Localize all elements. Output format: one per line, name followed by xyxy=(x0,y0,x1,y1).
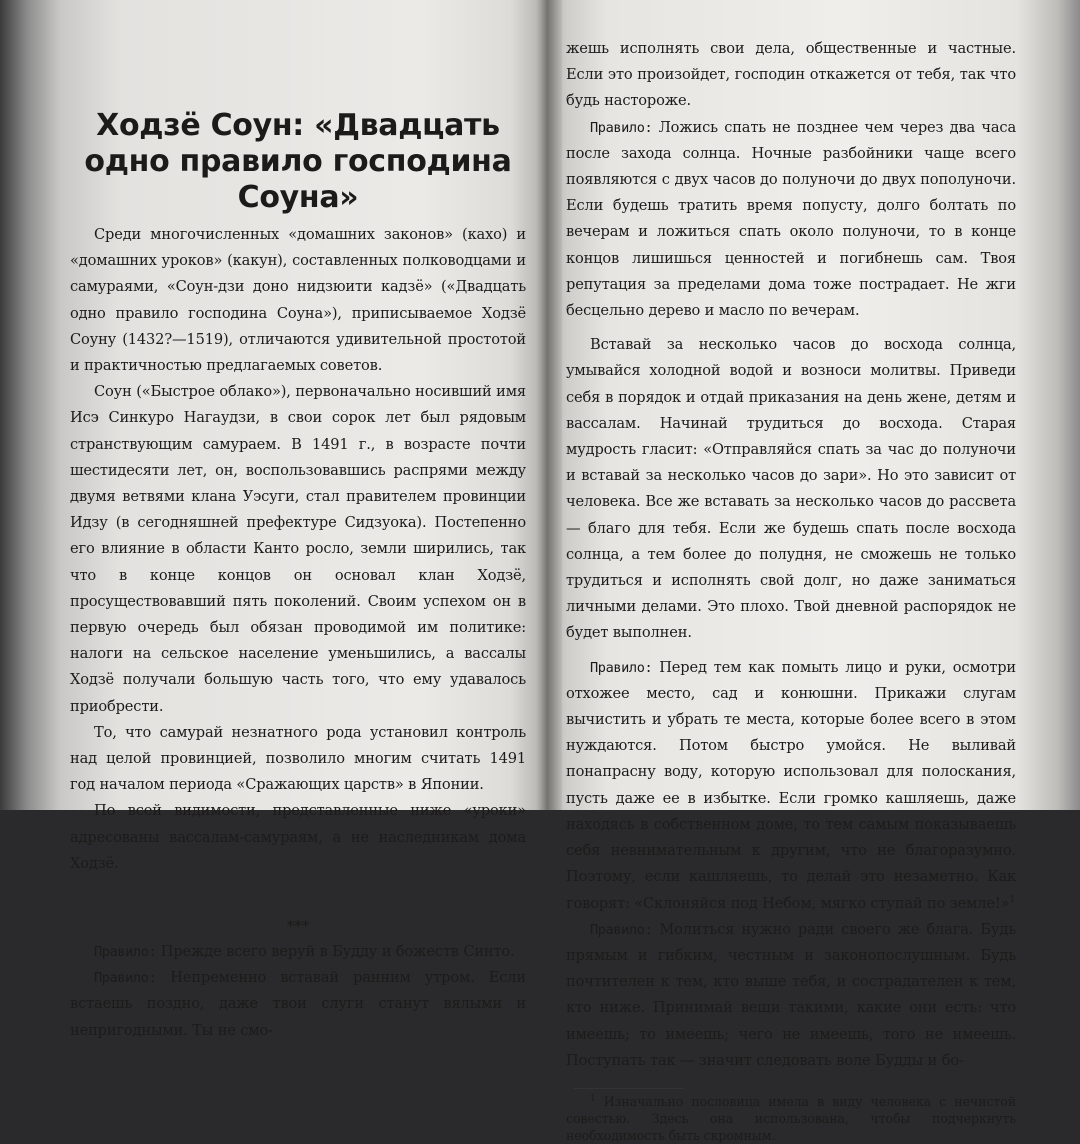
rule-wash xyxy=(566,655,1016,917)
right-page xyxy=(548,0,1080,1143)
rule-text: Ложись спать не позднее чем через два часа после захода солнца. Ночные разбойники чаще всего появляются с двух часов до полуночи до двух пополуночи. Если будешь тратить время попусту, долго болтать по вечерам и ложиться спать около полуночи, то в конце концов лишишься ценностей и погибнешь сам. Твоя репутация за пределами дома тоже пострадает. Не жги бесцельно дерево и масло по вечерам. xyxy=(566,118,1016,320)
rule-text: Перед тем как помыть лицо и руки, осмотри отхожее место, сад и конюшни. Прикажи слугам вычистить и убрать те места, которые более всего в этом нуждаются. Потом быстро умойся. Не выливай понапрасну воду, которую использовал для полоскания, пусть даже ее в избытке. Если громко кашляешь, даже находясь в собственном доме, то тем самым показываешь себя невнимательным к другим, что не благоразумно. Поэтому, если кашляешь, то делай это незаметно. Как говорят: «Склоняйся под Небом, мягко ступай по земле!» xyxy=(566,658,1016,912)
rule-label: Правило: xyxy=(590,659,653,676)
paragraph-rise: Вставай за несколько часов до восхода солнца, умывайся холодной водой и возноси молитвы. Приведи себя в порядок и отдай приказания на день жене, детям и вассалам. Начинай трудиться до восхода. Старая мудрость гласит: «Отправляйся спать за час до полуночи и вставай за несколько часов до зари». Но это зависит от человека. Все же вставать за несколько часов до рассвета — благо для тебя. Если же будешь спать после восхода солнца, а тем более до полудня, не сможешь не только трудиться и исполнять свой долг, но даже заниматься личными делами. Это плохо. Твой дневной распорядок не будет выполнен. xyxy=(566,336,1016,642)
left-page xyxy=(0,0,548,1039)
footnote xyxy=(566,1093,1016,1144)
footnote-number: 1 xyxy=(590,1093,596,1104)
paragraph-gap xyxy=(566,647,1016,655)
rule-text: Непременно вставай ранним утром. Если встаешь поздно, даже твои слуги станут вялыми и непригодными. Ты не смо- xyxy=(70,969,526,1039)
footnote-divider xyxy=(574,1088,684,1089)
rule-text: Прежде всего веруй в Будду и божеств Синто. xyxy=(156,943,515,961)
book-gutter-shadow xyxy=(536,0,562,810)
continued-paragraph: жешь исполнять свои дела, общественные и частные. Если это произойдет, господин откажется от тебя, так что будь настороже. xyxy=(566,40,1016,110)
intro-paragraph-2: Соун («Быстрое облако»), первоначально носивший имя Исэ Синкуро Нагаудзи, в свои сорок лет был рядовым странствующим самураем. В 1491 г., в возрасте почти шестидесяти лет, он, воспользовавшись распрями между двумя ветвями клана Уэсуги, стал правителем провинции Идзу (в сегодняшней префектуре Сидзуока). Постепенно его влияние в области Канто росло, земли ширились, так что в конце концов он основал клан Ходзё, просуществовавший пять поколений. Своим успехом он в первую очередь был обязан проводимой им политике: налоги на сельское население уменьшились, а вассалы Ходзё получали большую часть того, что ему удавалось приобрести. xyxy=(70,383,526,715)
section-separator: *** xyxy=(286,917,310,936)
intro-paragraph-3: То, что самурай незнатного рода установил контроль над целой провинцией, позволило многим считать 1491 год началом периода «Сражающих царств» в Японии. xyxy=(70,723,526,794)
rule-early-rise xyxy=(70,965,526,1044)
chapter-title: Ходзё Соун: «Двадцать одно правило господина Соуна» xyxy=(84,108,512,215)
intro-paragraph-4: По всей видимости, представленные ниже «уроки» адресованы вассалам-самураям, а не наследникам дома Ходзё. xyxy=(70,802,526,872)
rule-sleep xyxy=(566,115,1016,325)
rule-text: Молиться нужно ради своего же блага. Будь прямым и гибким, честным и законопослушным. Будь почтителен к тем, кто выше тебя, и сострадателен к тем, кто ниже. Принимай вещи такими, какие они есть: что имеешь; то имеешь; чего не имеешь, того не имеешь. Поступать так — значит следовать воле Будды и бо- xyxy=(566,920,1016,1069)
footnote-text: Изначально пословица имела в виду человека с нечистой совестью. Здесь она использована, чтобы подчеркнуть необходимость быть скромным. xyxy=(566,1093,1016,1143)
paragraph-gap xyxy=(566,324,1016,332)
rule-label: Правило: xyxy=(590,119,653,136)
rule-faith xyxy=(70,939,526,965)
intro-paragraph-1: Среди многочисленных «домашних законов» (кахо) и «домашних уроков» (какун), составленных полководцами и самураями, «Соун-дзи доно нидзюити кадзё» («Двадцать одно правило господина Соуна»), приписываемое Ходзё Соуну (1432?—1519), отличаются удивительной простотой и практичностью предлагаемых советов. xyxy=(70,226,526,375)
rule-pray xyxy=(566,917,1016,1074)
rule-label: Правило: xyxy=(590,921,653,938)
footnote-ref: 1 xyxy=(1009,894,1015,905)
rule-label: Правило: xyxy=(94,944,157,961)
rule-label: Правило: xyxy=(94,970,157,987)
